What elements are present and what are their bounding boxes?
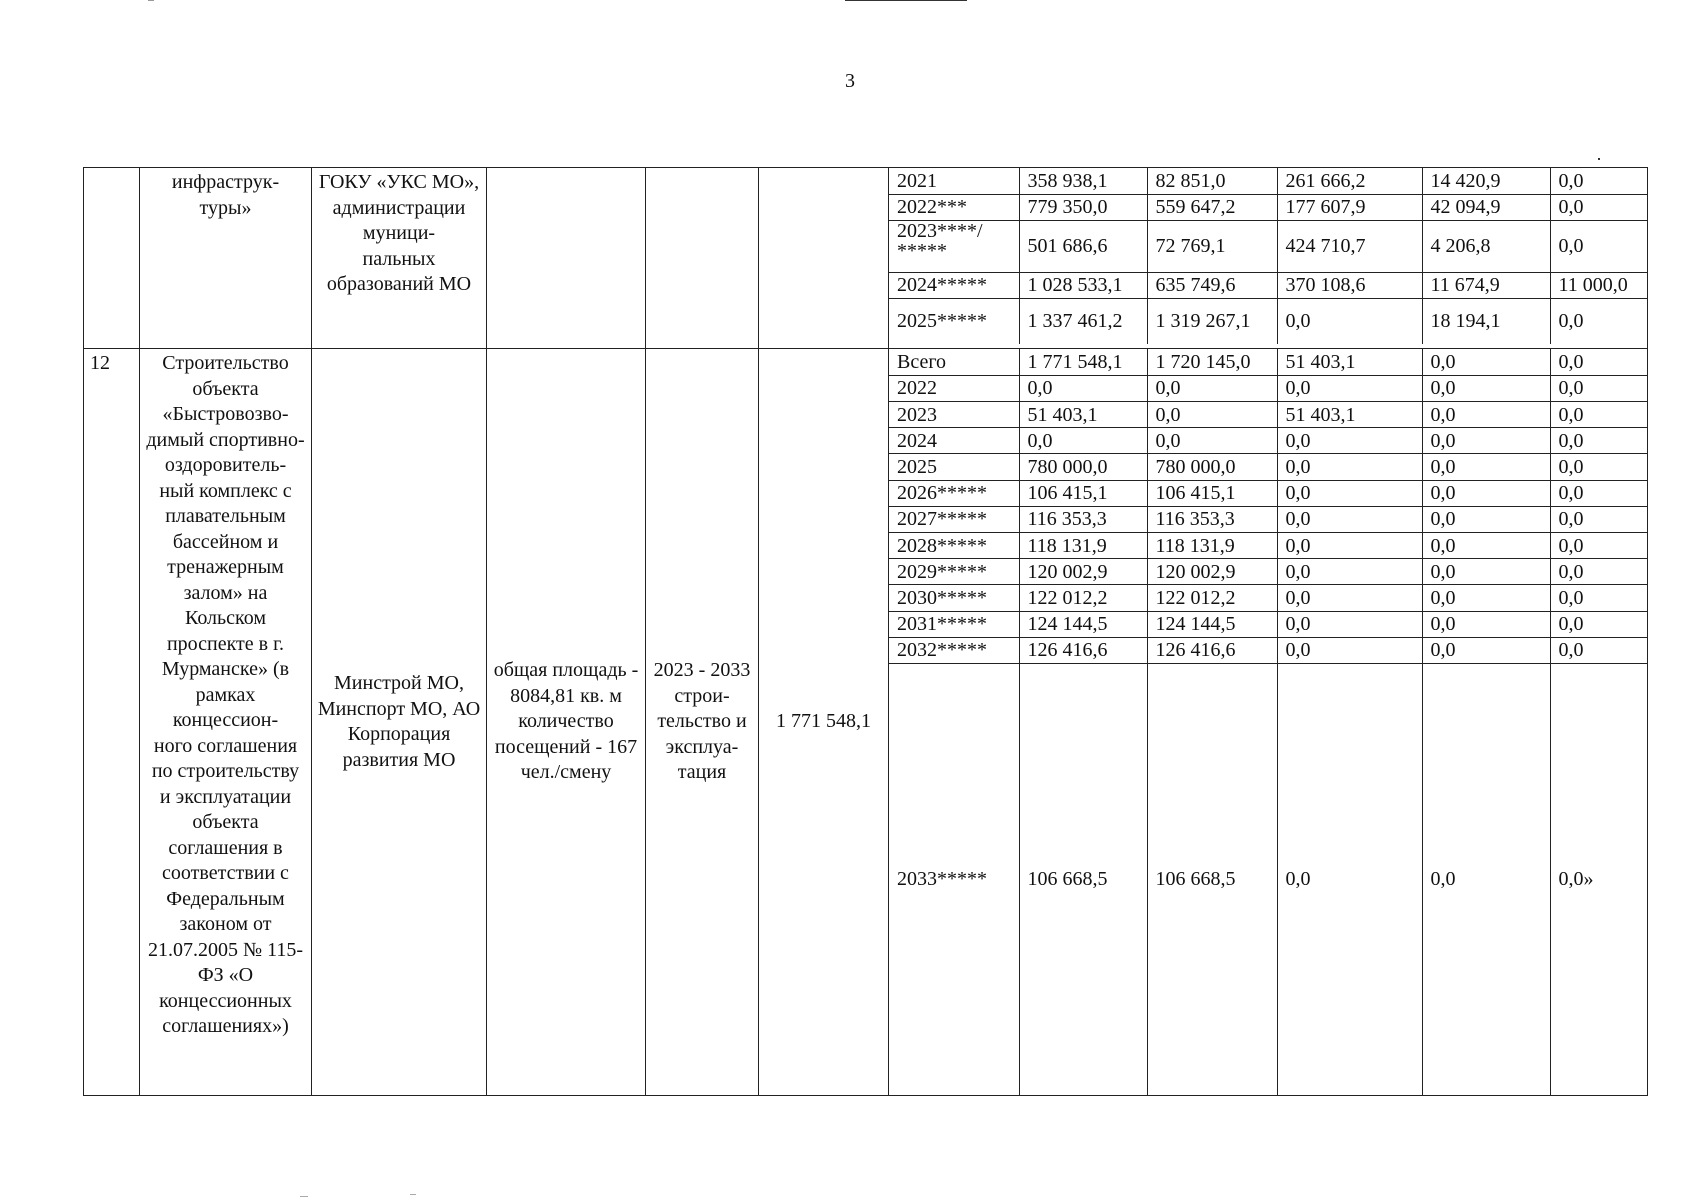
amount-cell: 42 094,9	[1422, 194, 1550, 220]
amount-cell: 1 337 461,2	[1019, 298, 1147, 344]
amount-cell: 0,0	[1019, 375, 1147, 401]
amount-cell: 0,0	[1550, 611, 1648, 637]
funding-row	[889, 194, 1648, 220]
funding-subtable	[889, 168, 1648, 344]
executor-cell: Минстрой МО, Минспорт МО, АО Корпорация развития МО	[312, 349, 487, 1096]
year-cell: 2031*****	[889, 611, 1019, 637]
cost-cell	[759, 168, 889, 349]
amount-cell: 0,0	[1147, 401, 1277, 427]
amount-cell: 120 002,9	[1147, 559, 1277, 585]
amount-cell: 0,0	[1277, 298, 1422, 344]
funding-row	[889, 349, 1648, 375]
amount-cell: 261 666,2	[1277, 168, 1422, 194]
amount-cell: 122 012,2	[1147, 585, 1277, 611]
year-cell: 2026*****	[889, 480, 1019, 506]
table-row-12	[84, 349, 1648, 1096]
amount-cell: 106 668,5	[1019, 663, 1147, 1095]
amount-cell: 0,0	[1550, 559, 1648, 585]
funding-row	[889, 298, 1648, 344]
executor-cell: ГОКУ «УКС МО», администрации муници- пальных образований МО	[312, 168, 487, 349]
program-table	[83, 167, 1648, 1096]
scan-mark	[410, 1194, 416, 1195]
amount-cell: 1 771 548,1	[1019, 349, 1147, 375]
amount-cell: 501 686,6	[1019, 220, 1147, 272]
amount-cell: 11 674,9	[1422, 272, 1550, 298]
scan-mark	[300, 1196, 308, 1197]
funding-row	[889, 506, 1648, 532]
amount-cell: 4 206,8	[1422, 220, 1550, 272]
year-cell: 2024*****	[889, 272, 1019, 298]
table-row-continued	[84, 168, 1648, 349]
amount-cell: 106 668,5	[1147, 663, 1277, 1095]
amount-cell: 126 416,6	[1019, 637, 1147, 663]
funding-row	[889, 272, 1648, 298]
amount-cell: 370 108,6	[1277, 272, 1422, 298]
amount-cell: 0,0	[1550, 637, 1648, 663]
year-cell: Всего	[889, 349, 1019, 375]
amount-cell: 0,0	[1019, 428, 1147, 454]
funding-row	[889, 220, 1648, 272]
page-number: 3	[845, 70, 855, 92]
amount-cell: 0,0	[1422, 480, 1550, 506]
amount-cell: 0,0	[1422, 401, 1550, 427]
amount-cell: 0,0	[1277, 454, 1422, 480]
amount-cell: 0,0	[1277, 375, 1422, 401]
header-rule	[845, 0, 967, 1]
amount-cell: 0,0	[1277, 585, 1422, 611]
amount-cell: 0,0	[1550, 428, 1648, 454]
funding-row	[889, 611, 1648, 637]
year-cell: 2033*****	[889, 663, 1019, 1095]
amount-cell: 1 319 267,1	[1147, 298, 1277, 344]
amount-cell: 0,0	[1550, 220, 1648, 272]
amount-cell: 780 000,0	[1019, 454, 1147, 480]
amount-cell: 779 350,0	[1019, 194, 1147, 220]
amount-cell: 126 416,6	[1147, 637, 1277, 663]
amount-cell: 0,0	[1277, 428, 1422, 454]
amount-cell: 0,0	[1422, 611, 1550, 637]
year-cell: 2025*****	[889, 298, 1019, 344]
funding-row	[889, 454, 1648, 480]
amount-cell: 0,0	[1550, 454, 1648, 480]
funding-cell	[889, 349, 1648, 1096]
amount-cell: 51 403,1	[1277, 401, 1422, 427]
year-cell: 2027*****	[889, 506, 1019, 532]
funding-row	[889, 532, 1648, 558]
row-number-cell: 12	[84, 349, 140, 1096]
amount-cell: 18 194,1	[1422, 298, 1550, 344]
amount-cell: 0,0	[1422, 506, 1550, 532]
amount-cell: 116 353,3	[1019, 506, 1147, 532]
period-cell: 2023 - 2033 строи- тельство и эксплуа- тация	[646, 349, 759, 1096]
period-cell	[646, 168, 759, 349]
amount-cell: 0,0	[1422, 559, 1550, 585]
funding-row	[889, 375, 1648, 401]
amount-cell: 559 647,2	[1147, 194, 1277, 220]
amount-cell: 0,0	[1277, 532, 1422, 558]
funding-row	[889, 428, 1648, 454]
measure-name-cell: Строительство объекта «Быстровозво- димый спортивно- оздоровитель- ный комплекс с плавательным бассейном и тренажерным залом» на Кольском проспекте в г. Мурманске» (в рамках концессион- ного соглашения по строительству и эксплуатации объекта соглашения в соответствии с Федеральным законом от 21.07.2005 № 115-ФЗ «О концессионных соглашениях»)	[140, 349, 312, 1096]
amount-cell: 0,0	[1550, 375, 1648, 401]
indicators-cell: общая площадь - 8084,81 кв. м количество посещений - 167 чел./смену	[487, 349, 646, 1096]
amount-cell: 424 710,7	[1277, 220, 1422, 272]
year-cell: 2028*****	[889, 532, 1019, 558]
amount-cell: 0,0	[1422, 428, 1550, 454]
amount-cell: 0,0	[1550, 480, 1648, 506]
amount-cell: 51 403,1	[1277, 349, 1422, 375]
amount-cell: 0,0	[1550, 168, 1648, 194]
amount-cell: 0,0	[1422, 585, 1550, 611]
amount-cell: 0,0	[1422, 375, 1550, 401]
amount-cell: 122 012,2	[1019, 585, 1147, 611]
year-cell: 2029*****	[889, 559, 1019, 585]
amount-cell: 358 938,1	[1019, 168, 1147, 194]
amount-cell: 0,0	[1422, 454, 1550, 480]
amount-cell: 124 144,5	[1019, 611, 1147, 637]
amount-cell: 0,0	[1422, 349, 1550, 375]
funding-cell	[889, 168, 1648, 349]
cost-cell: 1 771 548,1	[759, 349, 889, 1096]
amount-cell: 635 749,6	[1147, 272, 1277, 298]
amount-cell: 0,0	[1422, 663, 1550, 1095]
amount-cell: 116 353,3	[1147, 506, 1277, 532]
amount-cell: 51 403,1	[1019, 401, 1147, 427]
amount-cell: 106 415,1	[1019, 480, 1147, 506]
funding-subtable	[889, 349, 1648, 1095]
amount-cell: 0,0	[1277, 480, 1422, 506]
amount-cell: 0,0	[1550, 298, 1648, 344]
amount-cell: 0,0	[1147, 375, 1277, 401]
amount-cell: 118 131,9	[1019, 532, 1147, 558]
amount-cell: 0,0	[1550, 194, 1648, 220]
year-cell: 2022***	[889, 194, 1019, 220]
year-cell: 2025	[889, 454, 1019, 480]
measure-name-cell: инфраструк- туры»	[140, 168, 312, 349]
amount-cell: 0,0	[1277, 637, 1422, 663]
amount-cell: 1 720 145,0	[1147, 349, 1277, 375]
funding-row	[889, 168, 1648, 194]
amount-cell: 14 420,9	[1422, 168, 1550, 194]
funding-row	[889, 401, 1648, 427]
row-number-cell	[84, 168, 140, 349]
amount-cell: 780 000,0	[1147, 454, 1277, 480]
year-cell: 2022	[889, 375, 1019, 401]
amount-cell: 0,0	[1550, 401, 1648, 427]
amount-cell: 0,0	[1550, 532, 1648, 558]
amount-cell: 11 000,0	[1550, 272, 1648, 298]
year-cell: 2024	[889, 428, 1019, 454]
amount-cell: 0,0	[1550, 585, 1648, 611]
funding-row	[889, 663, 1648, 1095]
funding-row	[889, 585, 1648, 611]
amount-cell: 0,0	[1422, 532, 1550, 558]
amount-cell: 124 144,5	[1147, 611, 1277, 637]
amount-cell: 106 415,1	[1147, 480, 1277, 506]
amount-cell: 120 002,9	[1019, 559, 1147, 585]
amount-cell: 177 607,9	[1277, 194, 1422, 220]
year-cell: 2023	[889, 401, 1019, 427]
amount-cell: 0,0	[1277, 506, 1422, 532]
amount-cell: 0,0	[1277, 611, 1422, 637]
amount-cell: 0,0	[1422, 637, 1550, 663]
funding-row	[889, 637, 1648, 663]
amount-cell: 0,0	[1550, 349, 1648, 375]
funding-row	[889, 559, 1648, 585]
amount-cell: 118 131,9	[1147, 532, 1277, 558]
funding-row	[889, 480, 1648, 506]
scan-mark	[148, 0, 154, 1]
year-cell: 2030*****	[889, 585, 1019, 611]
amount-cell: 0,0	[1550, 506, 1648, 532]
amount-cell: 0,0	[1277, 559, 1422, 585]
year-cell: 2023****/ *****	[889, 220, 1019, 272]
scan-dot	[1598, 158, 1600, 160]
year-cell: 2021	[889, 168, 1019, 194]
amount-cell: 0,0»	[1550, 663, 1648, 1095]
amount-cell: 72 769,1	[1147, 220, 1277, 272]
amount-cell: 0,0	[1147, 428, 1277, 454]
amount-cell: 1 028 533,1	[1019, 272, 1147, 298]
year-cell: 2032*****	[889, 637, 1019, 663]
amount-cell: 0,0	[1277, 663, 1422, 1095]
indicators-cell	[487, 168, 646, 349]
amount-cell: 82 851,0	[1147, 168, 1277, 194]
